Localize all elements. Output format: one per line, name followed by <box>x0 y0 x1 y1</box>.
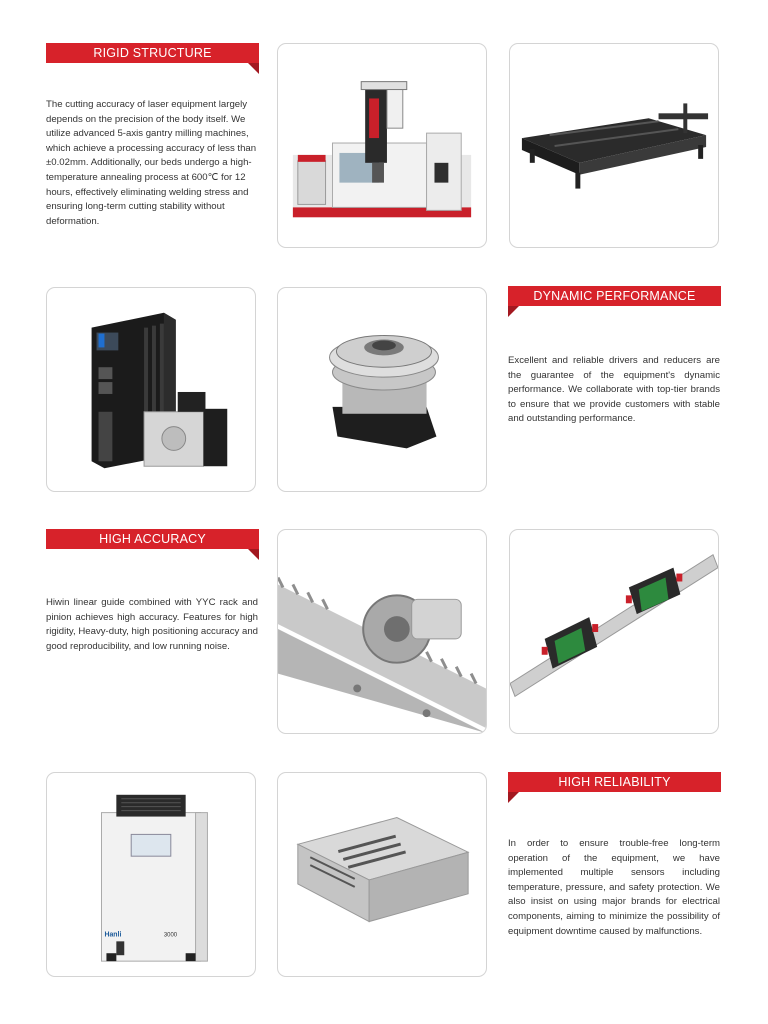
high-reliability-banner <box>508 772 721 792</box>
planetary-reducer-image <box>277 287 487 492</box>
rack-and-pinion-photo <box>278 530 486 733</box>
servo-driver-image <box>46 287 256 492</box>
linear-guide-photo <box>510 530 718 733</box>
chiller-model-label: 3000 <box>163 932 178 939</box>
gantry-milling-machine-image <box>277 43 487 248</box>
dynamic-performance-title: DYNAMIC PERFORMANCE <box>533 289 696 303</box>
gantry-milling-machine-photo <box>278 44 486 247</box>
water-chiller-photo <box>47 773 255 976</box>
high-reliability-title: HIGH RELIABILITY <box>558 775 671 789</box>
water-chiller-image <box>46 772 256 977</box>
high-accuracy-text: Hiwin linear guide combined with YYC rack and pinion achieves high accuracy. Features for high rigidity, Heavy-duty, high positioning accuracy and good reproducibility, and low running noise. <box>46 597 258 652</box>
dynamic-performance-banner <box>508 286 721 306</box>
rigid-structure-title: RIGID STRUCTURE <box>93 46 212 60</box>
chiller-brand-label: Hanli <box>104 931 122 939</box>
high-reliability-text: In order to ensure trouble-free long-term operation of the equipment, we have implemented multiple sensors including temperature, pressure, and safety protection. We also insist on using major brands for electrical components, aiming to minimize the possibility of equipment downtime caused by malfunctions. <box>508 838 720 937</box>
rigid-structure-banner <box>46 43 259 63</box>
dynamic-performance-text: Excellent and reliable drivers and reducers are the guarantee of the equipment's dynamic performance. We collaborate with top-tier brands to ensure that we provide customers with stable and outstanding performance. <box>508 355 720 425</box>
rigid-structure-text: The cutting accuracy of laser equipment largely depends on the precision of the body itself. We utilize advanced 5-axis gantry milling machines, which achieve a processing accuracy of less than ±0.02mm. Additionally, our beds undergo a high-temperature annealing process at 600℃ for 12 hours, effectively eliminating welding stress and ensuring long-term cutting stability without deformation. <box>46 99 257 227</box>
planetary-reducer-photo <box>278 288 486 491</box>
machine-bed-frame-photo <box>510 44 718 247</box>
high-accuracy-title: HIGH ACCURACY <box>99 532 206 546</box>
high-accuracy-banner <box>46 529 259 549</box>
machine-bed-image <box>509 43 719 248</box>
electrical-cabinet-image <box>277 772 487 977</box>
electrical-cabinet-photo <box>278 773 486 976</box>
servo-driver-motor-photo <box>47 288 255 491</box>
linear-guide-image <box>509 529 719 734</box>
rack-and-pinion-image <box>277 529 487 734</box>
